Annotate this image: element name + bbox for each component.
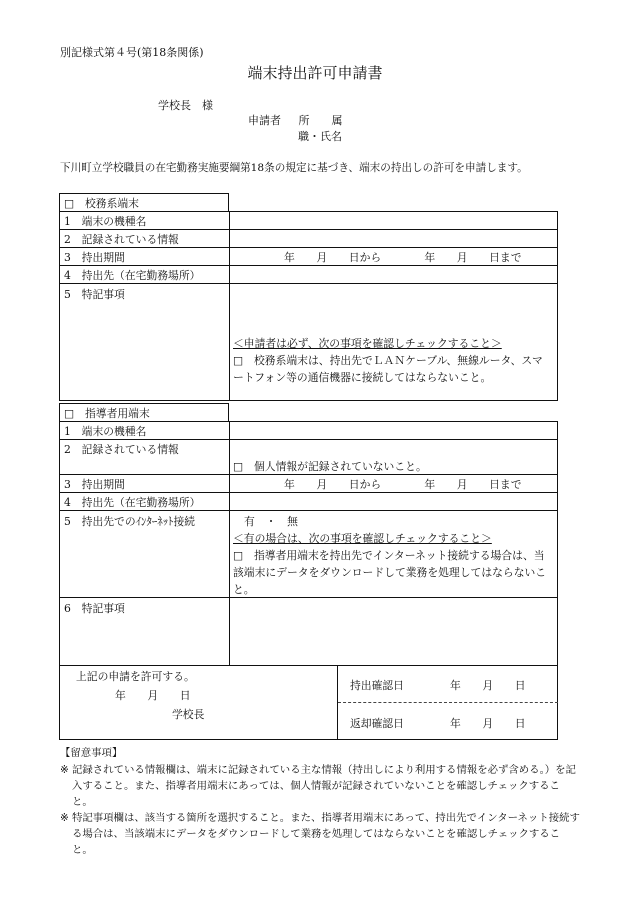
notes-heading: 【留意事項】 <box>60 747 123 759</box>
s2-row-info: 2 記録されている情報 <box>64 443 179 456</box>
s2-period-value[interactable]: 年 月 日から 年 月 日まで <box>284 478 522 491</box>
approval-statement: 上記の申請を許可する。 <box>76 670 195 683</box>
section1-row-line <box>59 229 558 230</box>
name-label: 職・氏名 <box>298 130 342 143</box>
section2-row-line <box>59 510 558 511</box>
note-mark: ※ <box>60 812 69 824</box>
section1-row-line <box>59 265 558 266</box>
addressee: 学校長 様 <box>158 99 213 112</box>
s2-check-item[interactable]: □ 指導者用端末を持出先でインターネット接続する場合は、当該端末にデータをダウンロードして業務を処理してはならないこと。 <box>233 549 547 596</box>
return-date[interactable]: 年 月 日 <box>450 717 526 730</box>
applicant-row <box>248 112 357 128</box>
s1-row-remarks: 5 特記事項 <box>64 288 125 301</box>
s2-row-model: 1 端末の機種名 <box>64 425 147 438</box>
form-label: 別記様式第４号(第18条関係) <box>60 46 204 59</box>
s1-row-model: 1 端末の機種名 <box>64 215 147 228</box>
section2-col-divider <box>229 421 230 666</box>
s2-row-destination: 4 持出先（在宅勤務場所） <box>64 496 201 509</box>
s2-row-period: 3 持出期間 <box>64 478 125 491</box>
intro-text: 下川町立学校職員の在宅勤務実施要綱第18条の規定に基づき、端末の持出しの許可を申請します。 <box>60 162 528 174</box>
return-label: 返却確認日 <box>350 717 404 730</box>
s1-period-value[interactable]: 年 月 日から 年 月 日まで <box>284 251 522 264</box>
section2-row-line <box>59 492 558 493</box>
s1-row-period: 3 持出期間 <box>64 251 125 264</box>
document-title: 端末持出許可申請書 <box>247 64 383 82</box>
s1-check-heading: ＜申請者は必ず、次の事項を確認しチェックすること＞ <box>233 337 502 350</box>
note-mark: ※ <box>60 764 69 776</box>
section1-row-line <box>59 283 558 284</box>
section1-row-line <box>59 247 558 248</box>
note-item <box>60 810 580 858</box>
applicant-label: 申請者 <box>248 114 281 127</box>
section1-heading: □ 校務系端末 <box>64 197 139 210</box>
checkout-label: 持出確認日 <box>350 679 404 692</box>
approval-principal: 学校長 <box>172 708 205 721</box>
s2-check-heading: ＜有の場合は、次の事項を確認しチェックすること＞ <box>233 532 492 545</box>
checkout-date[interactable]: 年 月 日 <box>450 679 526 692</box>
s1-row-info: 2 記録されている情報 <box>64 233 179 246</box>
approval-dashed-divider <box>338 702 558 703</box>
note-text: 記録されている情報欄は、端末に記録されている主な情報（持出しにより利用する情報を必ず含める。）を記入すること。また、指導者用端末にあっては、個人情報が記録されていないことを確認しチェックすること。 <box>72 764 576 808</box>
s2-internet-choice[interactable]: 有 ・ 無 <box>244 515 298 528</box>
approval-date[interactable]: 年 月 日 <box>115 689 191 702</box>
s1-row-destination: 4 持出先（在宅勤務場所） <box>64 269 201 282</box>
s2-info-check[interactable]: □ 個人情報が記録されていないこと。 <box>233 460 427 473</box>
section2-row-line <box>59 474 558 475</box>
note-item <box>60 762 580 810</box>
s1-check-item[interactable]: □ 校務系端末は、持出先でＬＡＮケーブル、無線ルータ、スマートフォン等の通信機器に接続してはならないこと。 <box>233 354 543 384</box>
s2-row-internet: 5 持出先でのｲﾝﾀｰﾈｯﾄ接続 <box>64 515 196 528</box>
affiliation-label: 所 属 <box>298 114 343 127</box>
section2-heading: □ 指導者用端末 <box>64 407 150 420</box>
section1-col-divider-lower <box>229 283 230 401</box>
note-text: 特記事項欄は、該当する箇所を選択すること。また、指導者用端末にあって、持出先でインターネット接続する場合は、当該端末にデータをダウンロードして業務を処理してはならないことを確認しチェックすること。 <box>72 812 580 856</box>
s2-row-remarks: 6 特記事項 <box>64 602 125 615</box>
section2-row-line <box>59 439 558 440</box>
